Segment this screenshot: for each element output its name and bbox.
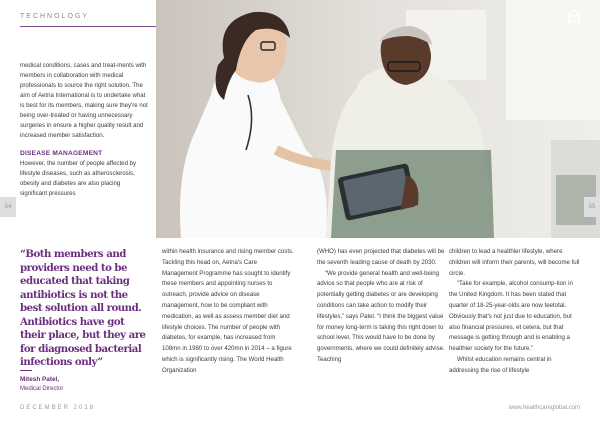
column-4-paragraph-1: children to lead a healthier lifestyle, where children will inform their parents, will become full circle. — [449, 248, 580, 277]
column-1-paragraph: medical conditions, cases and treat-ments with members in collaboration with medical professionals to source the right solution. The aim of Aetna International is to undertake what is best for its members, making sure they're not being over-treated or having unnecessary surgeries in ensure a higher quality result and increased member satisfaction. — [20, 62, 148, 139]
subhead-disease-management: DISEASE MANAGEMENT — [20, 150, 103, 157]
column-1-paragraph-2: However, the number of people affected by lifestyle diseases, such as atherosclerosis, obesity and diabetes are also placing significant pressures — [20, 160, 137, 197]
home-icon[interactable] — [565, 9, 583, 28]
section-label: TECHNOLOGY — [20, 13, 90, 20]
column-1 — [20, 61, 148, 199]
column-3-paragraph-1: (WHO) has even projected that diabetes will be the seventh leading cause of death by 2030. — [317, 248, 445, 266]
column-3 — [317, 247, 449, 366]
pull-quote-rule — [20, 370, 32, 371]
header-rule — [20, 26, 156, 27]
column-3-paragraph-2: “We provide general health and well-being advice so that people who are at risk of potentially getting diabetes or are developing conditions can take action to modify their lifestyles,” says Patel. “I think the biggest value for money long-term is taking this right down to school level. This would have to be done by governments, where we could definitely advise. Teaching — [317, 269, 445, 363]
page-number-left: 54 — [0, 197, 16, 217]
footer-url[interactable]: www.healthcareglobal.com — [508, 405, 580, 411]
column-4 — [449, 247, 581, 377]
column-4-paragraph-2: “Take for example, alcohol consump-tion in the United Kingdom. It has been stated that quarter of 18-25-year-olds are now teetotal. Obviously that's not just due to education, but also financial pressures, et cetera, but that message is getting through and is enabling a healthier society for the future.” — [449, 280, 573, 353]
feature-photo — [156, 0, 600, 238]
column-2 — [162, 247, 294, 377]
pull-quote-role: Medical Director — [20, 386, 64, 392]
column-4-paragraph-3: Whilst education remains central in addressing the rise of lifestyle — [449, 355, 552, 374]
pull-quote-name: Mitesh Patel, — [20, 376, 60, 383]
column-2-paragraph: within health insurance and rising member costs. Tackling this head on, Aetna's Care Management Programme has sought to identify these members and appointing nurses to outreach, provide advice on disease management, how to be compliant with medication, as well as assess member diet and lifestyle choices. The number of people with diabetes, for example, has increased from 108mn in 1980 to over 420mn in 2014 – a figure which is significantly rising. The World Health Organization — [162, 248, 294, 374]
footer-date: DECEMBER 2018 — [20, 405, 96, 411]
pull-quote: “Both members and providers need to be educated that taking antibiotics is not the best solution all round. Antibiotics have got their place, but they are for diagnosed bacterial infections only” — [20, 248, 146, 368]
page-number-right: 55 — [584, 197, 600, 217]
photo-doctor-patient-tablet-icon — [156, 0, 600, 238]
